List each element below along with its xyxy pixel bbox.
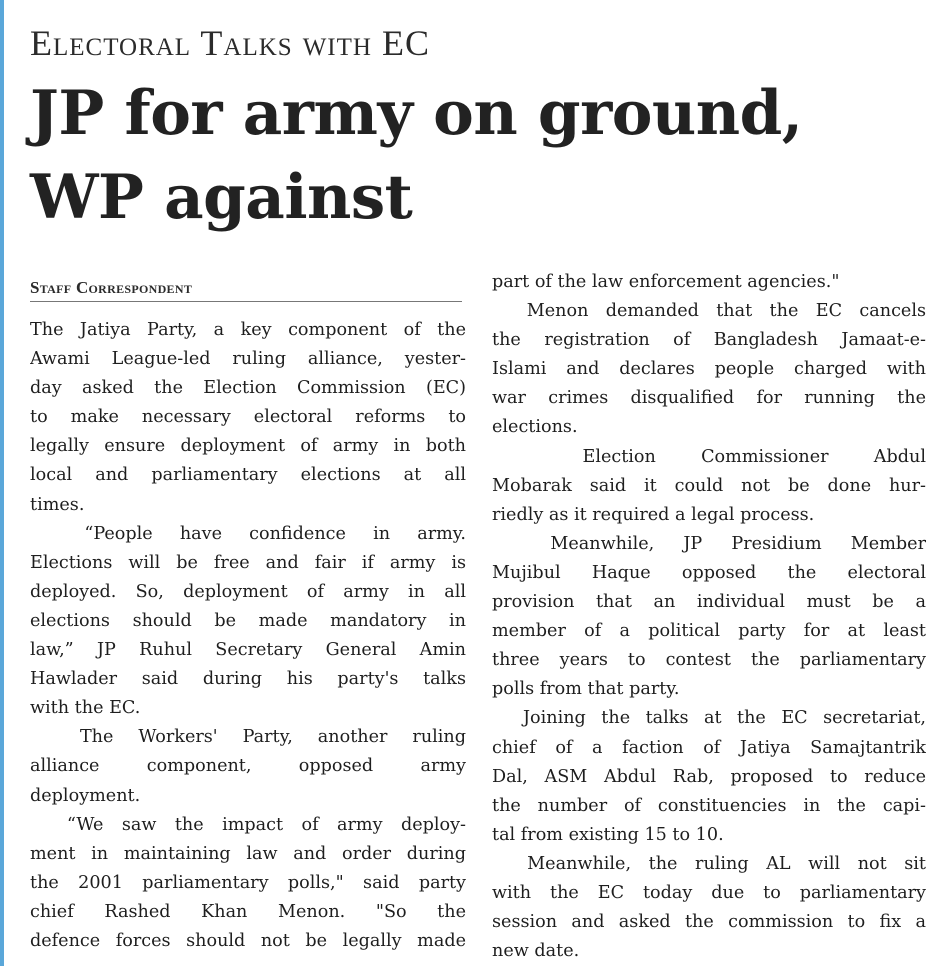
- article-text-line: the registration of Bangladesh Jamaat-e-: [492, 330, 926, 351]
- article-text-line: day asked the Election Commission (EC): [30, 378, 466, 399]
- headline-line-2: WP against: [30, 162, 413, 233]
- article-text-line: riedly as it required a legal process.: [492, 504, 815, 525]
- article-text-line: elections.: [492, 417, 578, 438]
- article-text-line: elections should be made mandatory in: [30, 610, 466, 631]
- article-column-right: [492, 268, 926, 966]
- article-text-line: times.: [30, 494, 85, 515]
- article-text-line: alliance component, opposed army: [30, 756, 466, 777]
- article-text-line: Islami and declares people charged with: [492, 359, 926, 380]
- article-text-line: ment in maintaining law and order during: [30, 843, 466, 864]
- article-text-line: to make necessary electoral reforms to: [30, 407, 466, 428]
- article-text-line: The Jatiya Party, a key component of the: [30, 320, 466, 340]
- article-text-line: Mobarak said it could not be done hur-: [492, 475, 926, 496]
- article-text-line: chief of a faction of Jatiya Samajtantrik: [492, 737, 926, 758]
- article-text-line: Meanwhile, the ruling AL will not sit: [492, 853, 926, 874]
- article-text-line: Joining the talks at the EC secretariat,: [492, 708, 926, 729]
- article-text-line: session and asked the commission to fix a: [492, 912, 926, 933]
- article-text-line: deployed. So, deployment of army in all: [30, 581, 466, 602]
- article-text-line: Election Commissioner Abdul: [492, 446, 926, 467]
- article-text-line: deployment.: [30, 785, 141, 806]
- byline-divider: [30, 301, 462, 302]
- article-text-line: member of a political party for at least: [492, 621, 926, 642]
- article-text-line: Dal, ASM Abdul Rab, proposed to reduce: [492, 766, 926, 787]
- article-text-line: provision that an individual must be a: [492, 592, 926, 613]
- article-text-line: “People have confidence in army.: [30, 523, 466, 544]
- article-text-line: The Workers' Party, another ruling: [30, 727, 466, 748]
- article-text-line: part of the law enforcement agencies.": [492, 272, 840, 292]
- page-edge-rule: [0, 0, 4, 966]
- headline-line-1: JP for army on ground,: [30, 78, 803, 149]
- article-text-line: Mujibul Haque opposed the electoral: [492, 562, 926, 583]
- article-column-left: [30, 316, 466, 956]
- article-text-line: Meanwhile, JP Presidium Member: [492, 533, 926, 554]
- article-text-line: legally ensure deployment of army in both: [30, 436, 466, 457]
- byline: Staff Correspondent: [30, 278, 193, 297]
- article-text-line: with the EC.: [30, 698, 141, 719]
- article-text-line: new date.: [492, 941, 580, 962]
- article-text-line: Elections will be free and fair if army is: [30, 552, 466, 573]
- article-text-line: Hawlader said during his party's talks: [30, 669, 466, 690]
- article-text-line: Menon demanded that the EC cancels: [492, 301, 926, 322]
- article-text-line: the number of constituencies in the capi-: [492, 795, 926, 816]
- article-text-line: three years to contest the parliamentary: [492, 650, 926, 671]
- article-text-line: the 2001 parliamentary polls," said party: [30, 872, 466, 893]
- article-text-line: law,” JP Ruhul Secretary General Amin: [30, 640, 466, 661]
- article-text-line: with the EC today due to parliamentary: [492, 882, 926, 903]
- article-text-line: polls from that party.: [492, 679, 680, 700]
- article-text-line: local and parliamentary elections at all: [30, 465, 466, 486]
- section-kicker: Electoral Talks with EC: [30, 23, 430, 63]
- article-text-line: chief Rashed Khan Menon. "So the: [30, 901, 466, 922]
- headline: [30, 72, 935, 240]
- article-text-line: Awami League-led ruling alliance, yester-: [30, 349, 466, 370]
- article-text-line: “We saw the impact of army deploy-: [30, 814, 466, 835]
- article-text-line: war crimes disqualified for running the: [492, 388, 926, 409]
- article-text-line: tal from existing 15 to 10.: [492, 824, 724, 845]
- article-text-line: defence forces should not be legally made: [30, 930, 466, 951]
